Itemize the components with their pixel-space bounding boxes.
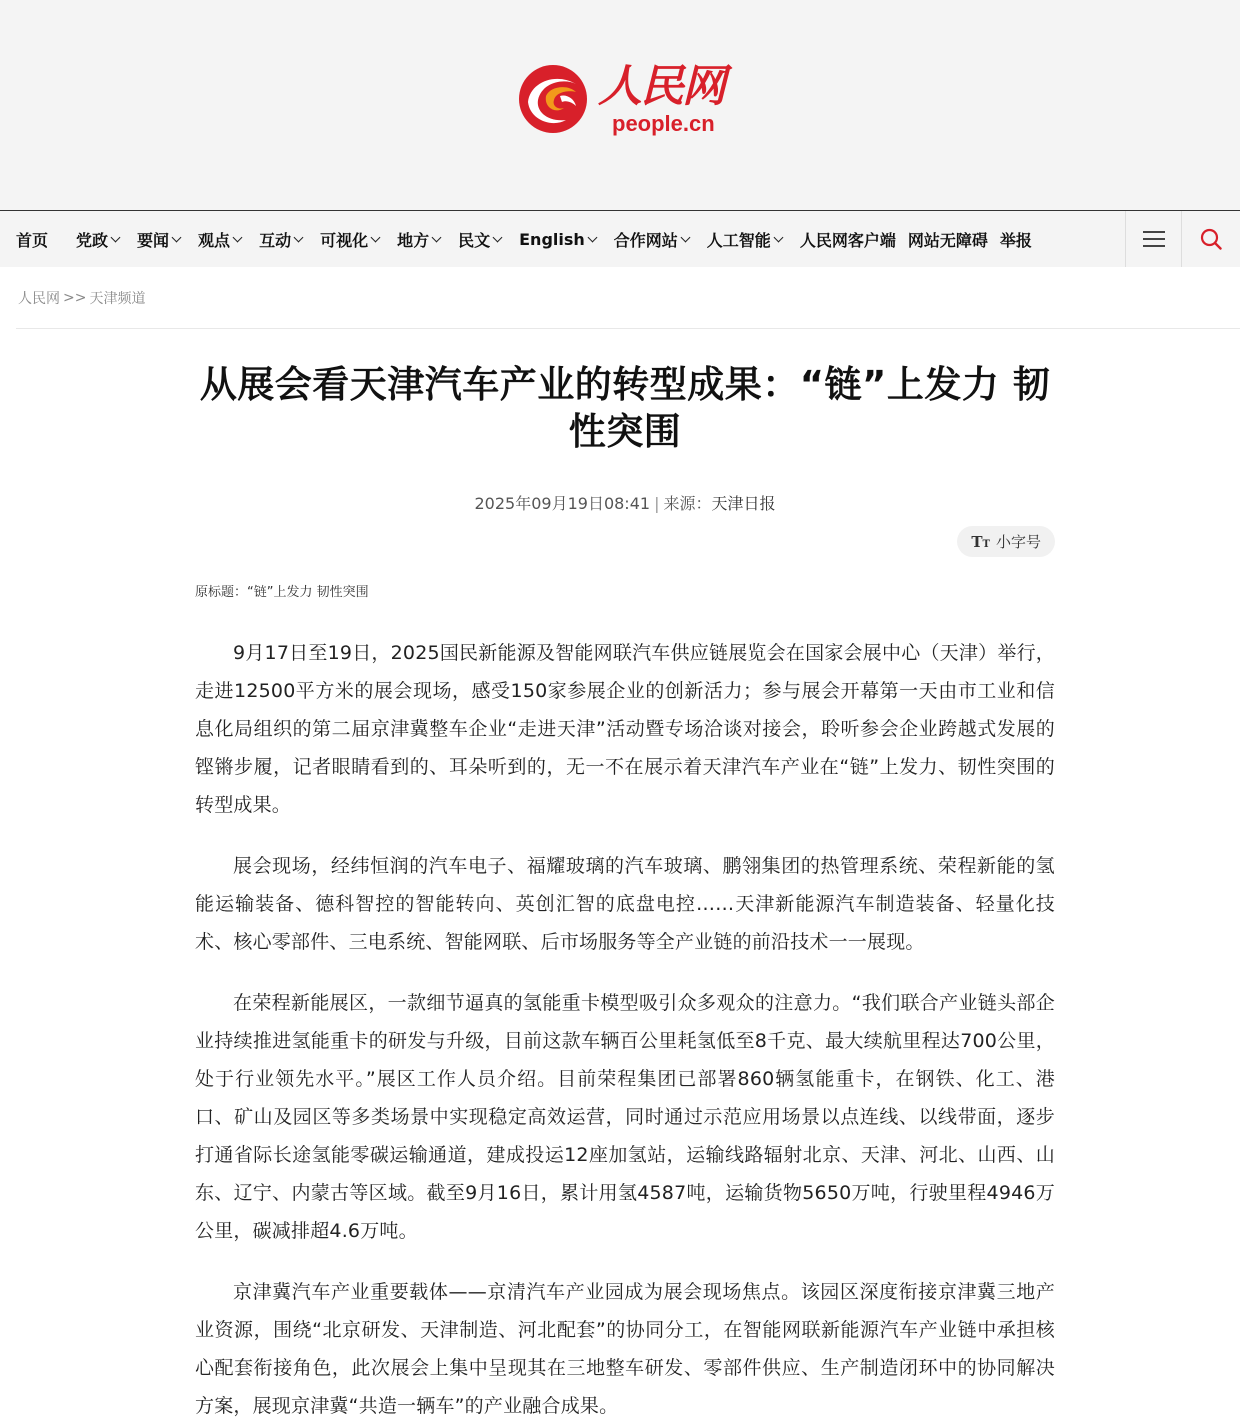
nav-item[interactable] <box>519 230 596 249</box>
chevron-down-icon <box>233 232 243 242</box>
chevron-down-icon <box>371 232 381 242</box>
nav-item-label: 民文 <box>458 230 491 250</box>
nav-link[interactable]: 人民网客户端 <box>799 230 896 250</box>
chevron-down-icon <box>773 232 783 242</box>
nav-item-label: 要闻 <box>137 230 170 250</box>
nav-item-label: 首页 <box>16 230 49 250</box>
nav-item[interactable] <box>614 228 689 251</box>
nav-item[interactable] <box>198 228 241 251</box>
article-paragraph: 展会现场，经纬恒润的汽车电子、福耀玻璃的汽车玻璃、鹏翎集团的热管理系统、荣程新能的氢能运输装备、德科智控的智能转向、英创汇智的底盘电控……天津新能源汽车制造装备、轻量化技术、核心零部件、三电系统、智能网联、后市场服务等全产业链的前沿技术一一展现。 <box>195 855 1055 953</box>
search-icon <box>1200 228 1222 250</box>
chevron-down-icon <box>111 232 121 242</box>
chevron-down-icon <box>432 232 442 242</box>
breadcrumb <box>16 267 1240 329</box>
chevron-down-icon <box>587 232 597 242</box>
article-paragraph: 9月17日至19日，2025国民新能源及智能网联汽车供应链展览会在国家会展中心（天津）举行，走进12500平方米的展会现场，感受150家参展企业的创新活力；参与展会开幕第一天由市工业和信息化局组织的第二届京津冀整车企业“走进天津”活动暨专场洽谈对接会，聆听参会企业跨越式发展的铿锵步履，记者眼睛看到的、耳朵听到的，无一不在展示着天津汽车产业在“链”上发力、韧性突围的转型成果。 <box>195 642 1055 816</box>
source-name[interactable]: 天津日报 <box>711 494 776 513</box>
meta-divider: | <box>654 494 660 513</box>
main-navbar <box>0 210 1240 267</box>
page-title: 从展会看天津汽车产业的转型成果：“链”上发力 韧性突围 <box>199 363 1051 453</box>
logo-emblem-icon <box>516 62 590 136</box>
nav-item[interactable] <box>458 228 501 251</box>
nav-item-label: 互动 <box>259 230 292 250</box>
logo-english-text: people.cn <box>612 111 715 136</box>
breadcrumb-channel-link[interactable]: 天津频道 <box>89 290 146 307</box>
chevron-down-icon <box>172 232 182 242</box>
nav-item[interactable] <box>707 228 782 251</box>
publish-datetime: 2025年09月19日08:41 <box>474 494 651 513</box>
article-meta <box>195 491 1055 514</box>
logo-chinese-text: 人民网 <box>598 61 724 112</box>
article-paragraph: 在荣程新能展区，一款细节逼真的氢能重卡模型吸引众多观众的注意力。“我们联合产业链头部企业持续推进氢能重卡的研发与升级，目前这款车辆百公里耗氢低至8千克、最大续航里程达700公里，处于行业领先水平。”展区工作人员介绍。目前荣程集团已部署860辆氢能重卡，在钢铁、化工、港口、矿山及园区等多类场景中实现稳定高效运营，同时通过示范应用场景以点连线、以线带面，逐步打通省际长途氢能零碳运输通道，建成投运12座加氢站，运输线路辐射北京、天津、河北、山西、山东、辽宁、内蒙古等区域。截至9月16日，累计用氢4587吨，运输货物5650万吨，行驶里程4946万公里，碳减排超4.6万吨。 <box>195 992 1055 1242</box>
font-size-toggle-button[interactable] <box>957 526 1055 557</box>
nav-item[interactable] <box>76 228 119 251</box>
breadcrumb-separator: >> <box>63 289 87 306</box>
nav-link[interactable]: 网站无障碍 <box>907 230 988 250</box>
site-logo[interactable] <box>516 62 724 136</box>
font-size-label: 小字号 <box>995 533 1041 551</box>
nav-item-label: 可视化 <box>320 230 369 250</box>
nav-item-label: English <box>519 229 585 249</box>
nav-item[interactable] <box>259 228 302 251</box>
nav-item-label: 人工智能 <box>706 230 771 250</box>
nav-item-label: 观点 <box>198 230 231 250</box>
search-button[interactable] <box>1181 211 1240 267</box>
article <box>185 361 1055 1425</box>
nav-item-label: 党政 <box>76 230 109 250</box>
chevron-down-icon <box>294 232 304 242</box>
hamburger-icon <box>1143 230 1165 248</box>
chevron-down-icon <box>493 232 503 242</box>
nav-item[interactable] <box>16 228 48 251</box>
nav-item[interactable] <box>397 228 440 251</box>
original-title: 原标题：“链”上发力 韧性突围 <box>195 585 369 600</box>
nav-item[interactable] <box>320 228 379 251</box>
fontsize-row <box>195 526 1055 557</box>
nav-link[interactable]: 举报 <box>999 230 1032 250</box>
breadcrumb-home-link[interactable]: 人民网 <box>18 290 60 307</box>
nav-item-label: 合作网站 <box>613 230 678 250</box>
chevron-down-icon <box>680 232 690 242</box>
menu-button[interactable] <box>1125 211 1181 267</box>
nav-item-label: 地方 <box>397 230 430 250</box>
source-label: 来源： <box>663 494 712 513</box>
site-header <box>0 0 1240 210</box>
text-size-icon: TT <box>971 532 990 551</box>
article-paragraph: 京津冀汽车产业重要载体——京清汽车产业园成为展会现场焦点。该园区深度衔接京津冀三地产业资源，围绕“北京研发、天津制造、河北配套”的协同分工，在智能网联新能源汽车产业链中承担核心配套衔接角色，此次展会上集中呈现其在三地整车研发、零部件供应、生产制造闭环中的协同解决方案，展现京津冀“共造一辆车”的产业融合成果。 <box>195 1281 1055 1417</box>
nav-item[interactable] <box>137 228 180 251</box>
nav-items <box>0 211 1125 267</box>
